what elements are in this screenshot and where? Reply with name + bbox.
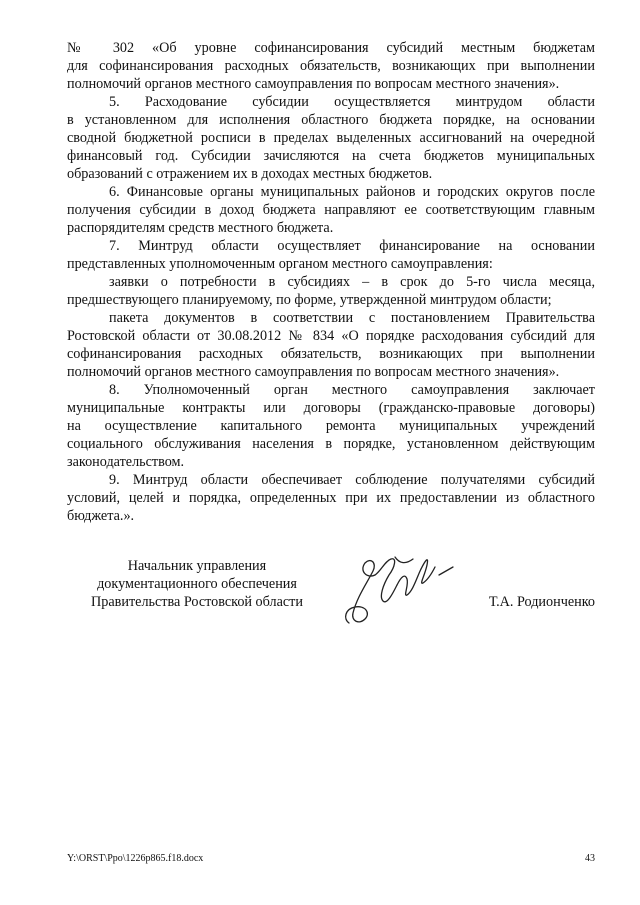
body-line: предшествующего планируемому, по форме, утвержденной минтрудом области; [67, 292, 552, 308]
body-line: представленных уполномоченным органом местного самоуправления: [67, 256, 493, 272]
body-line: № 302 «Об уровне софинансирования субсидий местным бюджетам [67, 40, 595, 56]
body-line: 7. Минтруд области осуществляет финансирование на основании [109, 238, 595, 254]
signatory-name: Т.А. Родионченко [488, 594, 595, 610]
handwritten-signature [335, 545, 460, 630]
body-line: полномочий органов местного самоуправления по вопросам местного значения». [67, 76, 560, 92]
signatory-title-line: документационного обеспечения [97, 576, 297, 592]
body-line: 6. Финансовые органы муниципальных районов и городских округов после [109, 184, 595, 200]
body-line: распорядителям средств местного бюджета. [67, 220, 334, 236]
body-line: социального обслуживания населения в порядке, установленном действующим [67, 436, 595, 452]
body-line: для софинансирования расходных обязательств, возникающих при выполнении [67, 58, 595, 74]
body-line: 5. Расходование субсидии осуществляется минтрудом области [109, 94, 595, 110]
body-line: условий, целей и порядка, определенных при их предоставлении из областного [67, 490, 595, 506]
body-line: в установленном для исполнения областного бюджета порядке, на основании [67, 112, 595, 128]
body-line: на осуществление капитального ремонта муниципальных учреждений [67, 418, 595, 434]
body-line: пакета документов в соответствии с постановлением Правительства [109, 310, 595, 326]
footer-file-path: Y:\ORST\Ppo\1226p865.f18.docx [67, 853, 204, 864]
body-line: сводной бюджетной росписи в пределах выделенных ассигнований на очередной [67, 130, 595, 146]
body-line: софинансирования расходных обязательств, возникающих при выполнении [67, 346, 595, 362]
signatory-title-line: Начальник управления [127, 558, 267, 574]
body-line: полномочий органов местного самоуправления по вопросам местного значения». [67, 364, 560, 380]
body-line: Ростовской области от 30.08.2012 № 834 «О порядке расходования субсидий для [67, 328, 595, 344]
body-line: бюджета.». [67, 508, 135, 524]
body-line: 9. Минтруд области обеспечивает соблюдение получателями субсидий [109, 472, 595, 488]
page-number: 43 [585, 853, 595, 864]
body-line: 8. Уполномоченный орган местного самоуправления заключает [109, 382, 595, 398]
signatory-title-line: Правительства Ростовской области [91, 594, 303, 610]
body-line: муниципальные контракты или договоры (гражданско-правовые договоры) [67, 400, 595, 416]
body-line: финансовый год. Субсидии зачисляются на счета бюджетов муниципальных [67, 148, 595, 164]
body-line: законодательством. [67, 454, 185, 470]
body-line: получения субсидии в доход бюджета направляют ее соответствующим главным [67, 202, 595, 218]
body-line: образований с отражением их в доходах местных бюджетов. [67, 166, 433, 182]
body-line: заявки о потребности в субсидиях – в срок до 5-го числа месяца, [109, 274, 595, 290]
